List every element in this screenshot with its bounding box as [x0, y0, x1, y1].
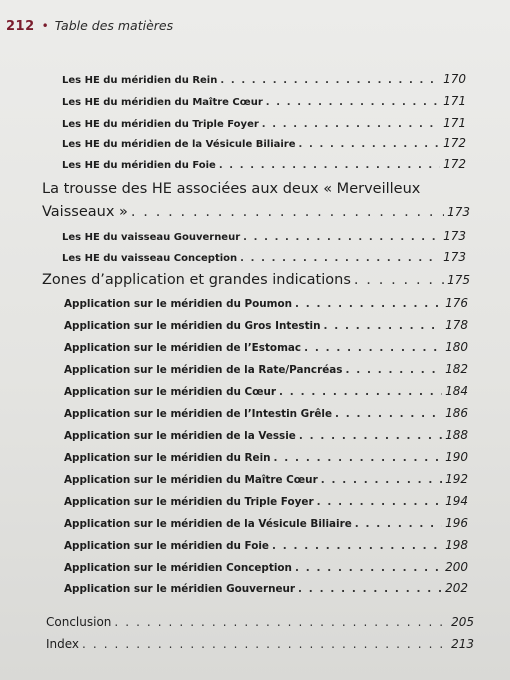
running-title: Table des matières: [54, 18, 174, 33]
toc-entry: Les HE du méridien du Maître Cœur . . . 171: [62, 94, 466, 108]
toc-entry: Les HE du vaisseau Conception . . . 173: [62, 250, 466, 264]
page-number: 212: [6, 19, 35, 34]
toc-entry: Application sur le méridien du Foie . . . 198: [64, 538, 468, 552]
toc-entry: Application sur le méridien du Rein . . . 190: [64, 450, 468, 464]
toc-entry-index: Index . . . 213: [46, 637, 474, 651]
toc-entry: Application sur le méridien de la Rate/Pancréas . . . 182: [64, 362, 468, 376]
toc-entry: Application sur le méridien du Triple Foyer . . . 194: [64, 494, 468, 508]
page-header: [6, 18, 173, 34]
toc-entry: Application sur le méridien de la Vessie . . . 188: [64, 428, 468, 442]
toc-entry: Les HE du vaisseau Gouverneur . . . 173: [62, 229, 466, 243]
toc-entry: Application sur le méridien de l’Intestin Grêle . . . 186: [64, 406, 468, 420]
toc-entry: Application sur le méridien du Poumon . . . 176: [64, 296, 468, 310]
toc-entry: Application sur le méridien du Cœur . . . 184: [64, 384, 468, 398]
toc-entry: Les HE du méridien de la Vésicule Biliaire . . . 172: [62, 136, 466, 150]
section-entry: Vaisseaux » . . . 173: [42, 204, 470, 220]
header-bullet: •: [41, 19, 49, 33]
toc-entry: Application sur le méridien de l’Estomac . . . 180: [64, 340, 468, 354]
section-title-line1: La trousse des HE associées aux deux « Merveilleux: [42, 181, 421, 197]
toc-entry: Application sur le méridien Gouverneur . . . 202: [64, 581, 468, 595]
section-title-line2: Vaisseaux »: [42, 204, 128, 220]
toc-entry: Application sur le méridien du Maître Cœur . . . 192: [64, 472, 468, 486]
toc-entry: Application sur le méridien Conception . . . 200: [64, 560, 468, 574]
section-entry: Zones d’application et grandes indications . . . 175: [42, 272, 470, 288]
section-title: Zones d’application et grandes indications: [42, 272, 351, 288]
toc-entry: Les HE du méridien du Triple Foyer . . . 171: [62, 116, 466, 130]
toc-entry-conclusion: Conclusion . . . 205: [46, 615, 474, 629]
toc-entry: Application sur le méridien du Gros Intestin . . . 178: [64, 318, 468, 332]
toc-entry: Les HE du méridien du Foie . . . 172: [62, 157, 466, 171]
toc-entry: Les HE du méridien du Rein . . . 170: [62, 72, 466, 86]
toc-entry: Application sur le méridien de la Vésicule Biliaire . . . 196: [64, 516, 468, 530]
